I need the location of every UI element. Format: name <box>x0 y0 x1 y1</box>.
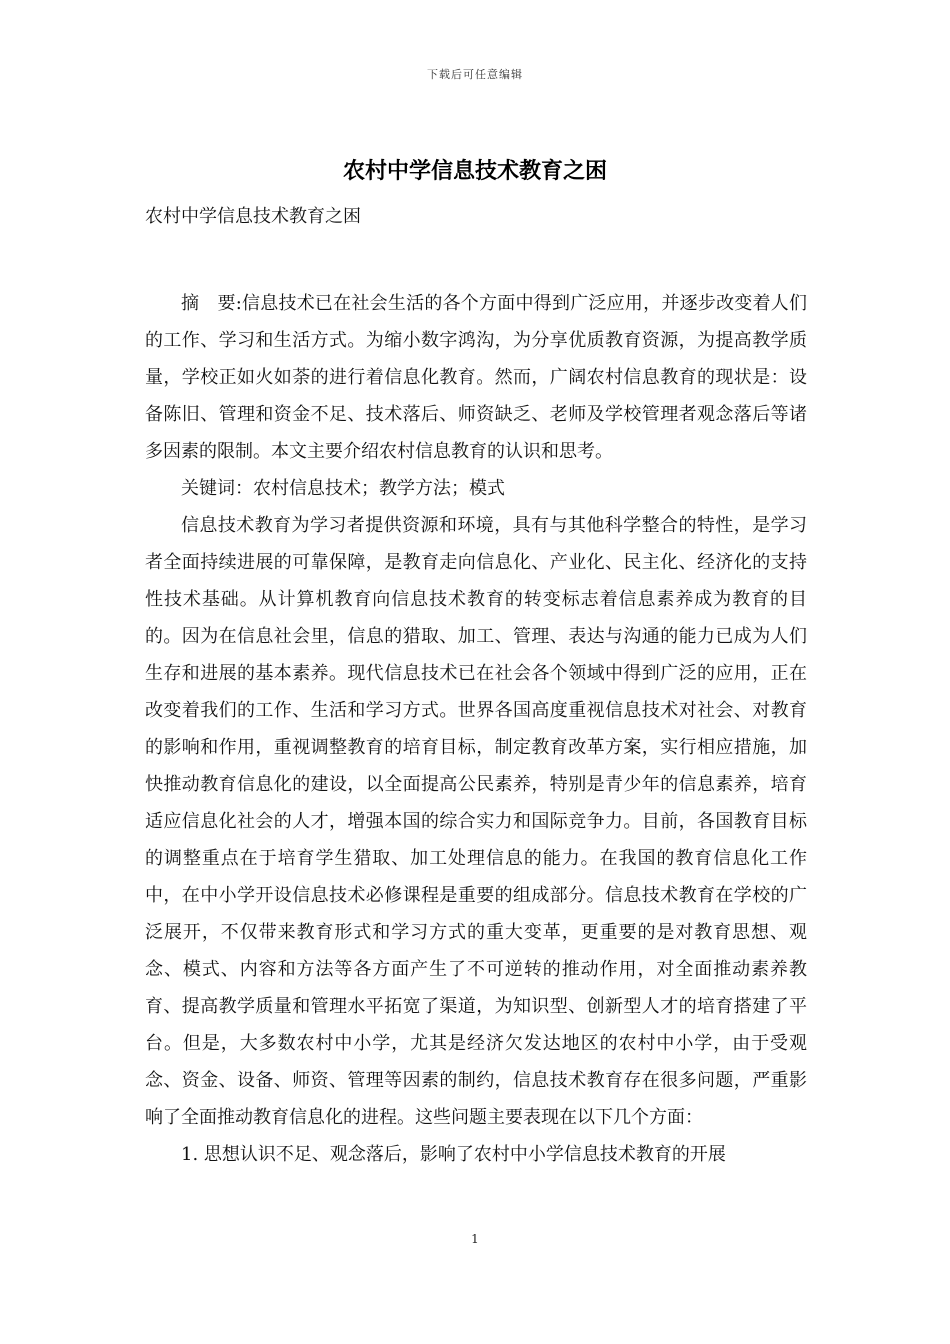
document-subtitle: 农村中学信息技术教育之困 <box>145 206 361 227</box>
section-heading: 1. 思想认识不足、观念落后，影响了农村中小学信息技术教育的开展 <box>181 1144 726 1165</box>
abstract-paragraph: 摘 要:信息技术已在社会生活的各个方面中得到广泛应用，并逐步改变着人们的工作、学习和生活方式。为缩小数字鸿沟，为分享优质教育资源，为提高教学质量，学校正如火如荼的进行着信息化教育。然而，广阔农村信息教育的现状是：设备陈旧、管理和资金不足、技术落后、师资缺乏、老师及学校管理者观念落后等诸多因素的限制。本文主要介绍农村信息教育的认识和思考。 <box>145 293 807 462</box>
page-header-note: 下载后可任意编辑 <box>427 68 523 81</box>
keywords-line: 关键词：农村信息技术；教学方法；模式 <box>181 478 505 499</box>
body-paragraph: 信息技术教育为学习者提供资源和环境，具有与其他科学整合的特性，是学习者全面持续进展的可靠保障，是教育走向信息化、产业化、民主化、经济化的支持性技术基础。从计算机教育向信息技术教育的转变标志着信息素养成为教育的目的。因为在信息社会里，信息的猎取、加工、管理、表达与沟通的能力已成为人们生存和进展的基本素养。现代信息技术已在社会各个领域中得到广泛的应用，正在改变着我们的工作、生活和学习方式。世界各国高度重视信息技术对社会、对教育的影响和作用，重视调整教育的培育目标，制定教育改革方案，实行相应措施，加快推动教育信息化的建设，以全面提高公民素养，特别是青少年的信息素养，培育适应信息化社会的人才，增强本国的综合实力和国际竞争力。目前，各国教育目标的调整重点在于培育学生猎取、加工处理信息的能力。在我国的教育信息化工作中，在中小学开设信息技术必修课程是重要的组成部分。信息技术教育在学校的广泛展开，不仅带来教育形式和学习方式的重大变革，更重要的是对教育思想、观念、模式、内容和方法等各方面产生了不可逆转的推动作用，对全面推动素养教育、提高教学质量和管理水平拓宽了渠道，为知识型、创新型人才的培育搭建了平台。但是，大多数农村中小学，尤其是经济欠发达地区的农村中小学，由于受观念、资金、设备、师资、管理等因素的制约，信息技术教育存在很多问题，严重影响了全面推动教育信息化的进程。这些问题主要表现在以下几个方面： <box>145 515 807 1128</box>
page-number: 1 <box>471 1232 479 1246</box>
document-body <box>145 198 807 1173</box>
document-title: 农村中学信息技术教育之困 <box>342 158 607 184</box>
